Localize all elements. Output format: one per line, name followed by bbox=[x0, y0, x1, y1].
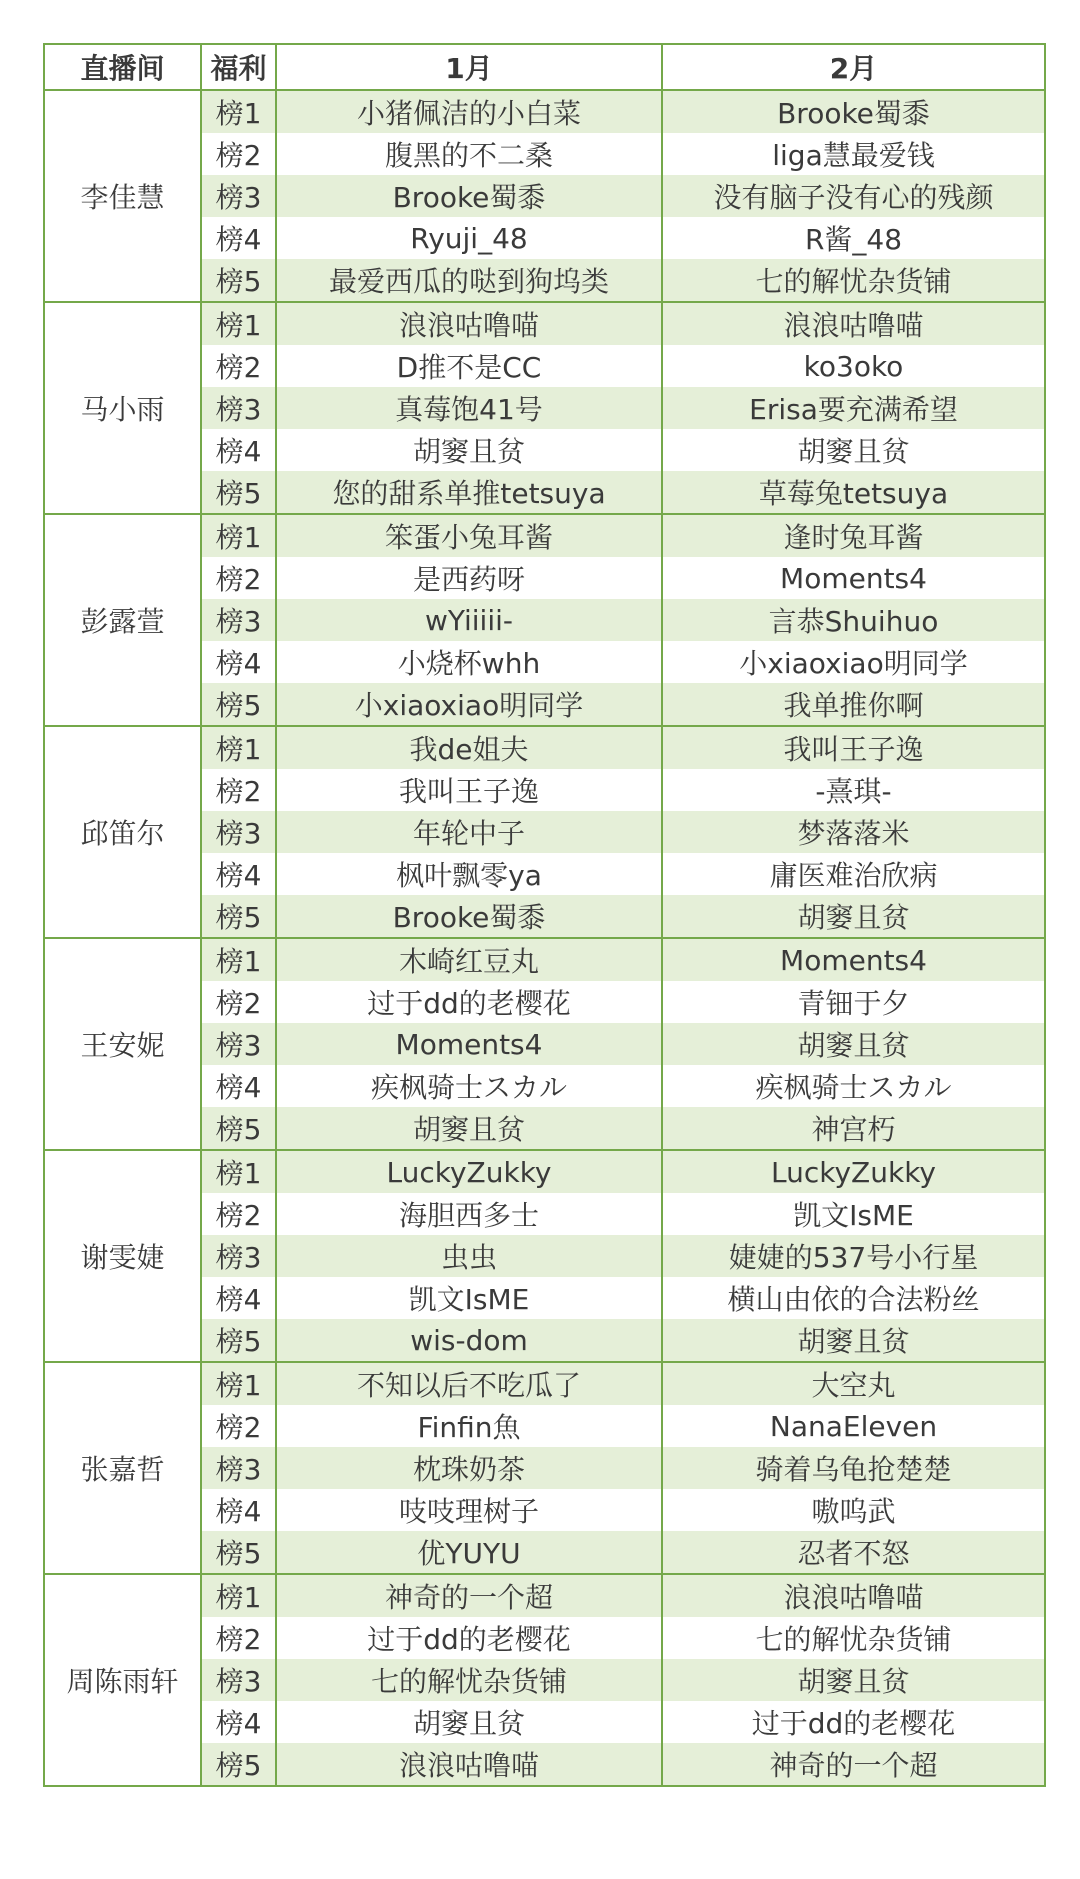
january-cell: 您的甜系单推tetsuya bbox=[276, 471, 662, 514]
rank-cell: 榜5 bbox=[201, 1319, 276, 1362]
table-body bbox=[44, 90, 1045, 1786]
rank-cell: 榜4 bbox=[201, 1489, 276, 1531]
february-cell: 言恭Shuihuo bbox=[662, 599, 1045, 641]
february-cell: 横山由依的合法粉丝 bbox=[662, 1277, 1045, 1319]
room-name-cell: 马小雨 bbox=[44, 302, 201, 514]
february-cell: 过于dd的老樱花 bbox=[662, 1701, 1045, 1743]
february-cell: 梦落落米 bbox=[662, 811, 1045, 853]
rank-cell: 榜2 bbox=[201, 981, 276, 1023]
rank-cell: 榜5 bbox=[201, 259, 276, 302]
february-cell: 骑着乌龟抢楚楚 bbox=[662, 1447, 1045, 1489]
january-cell: wYiiiii- bbox=[276, 599, 662, 641]
january-cell: 真莓饱41号 bbox=[276, 387, 662, 429]
january-cell: 优YUYU bbox=[276, 1531, 662, 1574]
room-name-cell: 李佳慧 bbox=[44, 90, 201, 302]
january-cell: 过于dd的老樱花 bbox=[276, 1617, 662, 1659]
february-cell: 没有脑子没有心的残颜 bbox=[662, 175, 1045, 217]
january-cell: 木崎红豆丸 bbox=[276, 938, 662, 981]
table-row bbox=[44, 1362, 1045, 1405]
february-cell: 七的解忧杂货铺 bbox=[662, 1617, 1045, 1659]
january-cell: 枕珠奶茶 bbox=[276, 1447, 662, 1489]
table-row bbox=[44, 90, 1045, 133]
february-cell: 胡窭且贫 bbox=[662, 1023, 1045, 1065]
rank-cell: 榜1 bbox=[201, 938, 276, 981]
january-cell: 最爱西瓜的哒到狗坞类 bbox=[276, 259, 662, 302]
rank-cell: 榜4 bbox=[201, 853, 276, 895]
rank-cell: 榜4 bbox=[201, 1065, 276, 1107]
rank-cell: 榜2 bbox=[201, 1405, 276, 1447]
header-february: 2月 bbox=[662, 44, 1045, 90]
rank-cell: 榜4 bbox=[201, 217, 276, 259]
february-cell: 胡窭且贫 bbox=[662, 1319, 1045, 1362]
rank-cell: 榜1 bbox=[201, 726, 276, 769]
january-cell: 腹黑的不二桑 bbox=[276, 133, 662, 175]
january-cell: 吱吱理树子 bbox=[276, 1489, 662, 1531]
rank-cell: 榜5 bbox=[201, 1107, 276, 1150]
rank-cell: 榜3 bbox=[201, 387, 276, 429]
january-cell: 我de姐夫 bbox=[276, 726, 662, 769]
table-row bbox=[44, 302, 1045, 345]
rank-cell: 榜5 bbox=[201, 895, 276, 938]
table-row bbox=[44, 1150, 1045, 1193]
rank-cell: 榜3 bbox=[201, 1235, 276, 1277]
february-cell: ko3oko bbox=[662, 345, 1045, 387]
rank-cell: 榜3 bbox=[201, 599, 276, 641]
rank-cell: 榜2 bbox=[201, 769, 276, 811]
february-cell: 我叫王子逸 bbox=[662, 726, 1045, 769]
room-name-cell: 邱笛尔 bbox=[44, 726, 201, 938]
table-row bbox=[44, 1574, 1045, 1617]
january-cell: 过于dd的老樱花 bbox=[276, 981, 662, 1023]
january-cell: 疾枫骑士スカル bbox=[276, 1065, 662, 1107]
rank-cell: 榜2 bbox=[201, 1193, 276, 1235]
february-cell: Brooke蜀黍 bbox=[662, 90, 1045, 133]
january-cell: 年轮中子 bbox=[276, 811, 662, 853]
january-cell: LuckyZukky bbox=[276, 1150, 662, 1193]
january-cell: Brooke蜀黍 bbox=[276, 895, 662, 938]
ranking-table bbox=[43, 43, 1046, 1787]
february-cell: 胡窭且贫 bbox=[662, 1659, 1045, 1701]
room-name-cell: 张嘉哲 bbox=[44, 1362, 201, 1574]
february-cell: 七的解忧杂货铺 bbox=[662, 259, 1045, 302]
rank-cell: 榜1 bbox=[201, 1150, 276, 1193]
rank-cell: 榜1 bbox=[201, 302, 276, 345]
january-cell: 浪浪咕噜喵 bbox=[276, 302, 662, 345]
rank-cell: 榜1 bbox=[201, 514, 276, 557]
room-name-cell: 王安妮 bbox=[44, 938, 201, 1150]
february-cell: 神奇的一个超 bbox=[662, 1743, 1045, 1786]
header-room: 直播间 bbox=[44, 44, 201, 90]
february-cell: 浪浪咕噜喵 bbox=[662, 302, 1045, 345]
january-cell: Moments4 bbox=[276, 1023, 662, 1065]
january-cell: 小猪佩洁的小白菜 bbox=[276, 90, 662, 133]
table-row bbox=[44, 514, 1045, 557]
rank-cell: 榜5 bbox=[201, 683, 276, 726]
rank-cell: 榜3 bbox=[201, 811, 276, 853]
february-cell: 忍者不怒 bbox=[662, 1531, 1045, 1574]
january-cell: 我叫王子逸 bbox=[276, 769, 662, 811]
rank-cell: 榜1 bbox=[201, 90, 276, 133]
january-cell: Brooke蜀黍 bbox=[276, 175, 662, 217]
rank-cell: 榜4 bbox=[201, 1701, 276, 1743]
january-cell: 枫叶飘零ya bbox=[276, 853, 662, 895]
january-cell: 虫虫 bbox=[276, 1235, 662, 1277]
january-cell: Finfin魚 bbox=[276, 1405, 662, 1447]
february-cell: NanaEleven bbox=[662, 1405, 1045, 1447]
rank-cell: 榜2 bbox=[201, 557, 276, 599]
february-cell: 浪浪咕噜喵 bbox=[662, 1574, 1045, 1617]
header-perk: 福利 bbox=[201, 44, 276, 90]
february-cell: 嗷呜武 bbox=[662, 1489, 1045, 1531]
rank-cell: 榜4 bbox=[201, 1277, 276, 1319]
january-cell: 胡窭且贫 bbox=[276, 429, 662, 471]
february-cell: Moments4 bbox=[662, 938, 1045, 981]
table-row bbox=[44, 938, 1045, 981]
february-cell: 疾枫骑士スカル bbox=[662, 1065, 1045, 1107]
january-cell: 不知以后不吃瓜了 bbox=[276, 1362, 662, 1405]
room-name-cell: 谢雯婕 bbox=[44, 1150, 201, 1362]
rank-cell: 榜3 bbox=[201, 175, 276, 217]
rank-cell: 榜1 bbox=[201, 1362, 276, 1405]
february-cell: 庸医难治欣病 bbox=[662, 853, 1045, 895]
january-cell: 是西药呀 bbox=[276, 557, 662, 599]
february-cell: liga慧最爱钱 bbox=[662, 133, 1045, 175]
room-name-cell: 彭露萱 bbox=[44, 514, 201, 726]
february-cell: -熹琪- bbox=[662, 769, 1045, 811]
january-cell: wis-dom bbox=[276, 1319, 662, 1362]
february-cell: LuckyZukky bbox=[662, 1150, 1045, 1193]
february-cell: 神宫朽 bbox=[662, 1107, 1045, 1150]
rank-cell: 榜4 bbox=[201, 429, 276, 471]
ranking-table-frame bbox=[43, 43, 1044, 1787]
rank-cell: 榜2 bbox=[201, 1617, 276, 1659]
february-cell: 凯文IsME bbox=[662, 1193, 1045, 1235]
rank-cell: 榜3 bbox=[201, 1023, 276, 1065]
february-cell: 我单推你啊 bbox=[662, 683, 1045, 726]
rank-cell: 榜2 bbox=[201, 133, 276, 175]
january-cell: Ryuji_48 bbox=[276, 217, 662, 259]
header-row bbox=[44, 44, 1045, 90]
rank-cell: 榜4 bbox=[201, 641, 276, 683]
february-cell: R酱_48 bbox=[662, 217, 1045, 259]
february-cell: 胡窭且贫 bbox=[662, 895, 1045, 938]
january-cell: 胡窭且贫 bbox=[276, 1701, 662, 1743]
february-cell: 草莓兔tetsuya bbox=[662, 471, 1045, 514]
room-name-cell: 周陈雨轩 bbox=[44, 1574, 201, 1786]
header-january: 1月 bbox=[276, 44, 662, 90]
january-cell: 神奇的一个超 bbox=[276, 1574, 662, 1617]
january-cell: 七的解忧杂货铺 bbox=[276, 1659, 662, 1701]
january-cell: 小烧杯whh bbox=[276, 641, 662, 683]
february-cell: Erisa要充满希望 bbox=[662, 387, 1045, 429]
february-cell: Moments4 bbox=[662, 557, 1045, 599]
rank-cell: 榜5 bbox=[201, 471, 276, 514]
february-cell: 婕婕的537号小行星 bbox=[662, 1235, 1045, 1277]
rank-cell: 榜1 bbox=[201, 1574, 276, 1617]
february-cell: 胡窭且贫 bbox=[662, 429, 1045, 471]
table-row bbox=[44, 726, 1045, 769]
january-cell: 凯文IsME bbox=[276, 1277, 662, 1319]
february-cell: 大空丸 bbox=[662, 1362, 1045, 1405]
february-cell: 青钿于夕 bbox=[662, 981, 1045, 1023]
january-cell: D推不是CC bbox=[276, 345, 662, 387]
rank-cell: 榜2 bbox=[201, 345, 276, 387]
rank-cell: 榜3 bbox=[201, 1447, 276, 1489]
february-cell: 小xiaoxiao明同学 bbox=[662, 641, 1045, 683]
rank-cell: 榜3 bbox=[201, 1659, 276, 1701]
rank-cell: 榜5 bbox=[201, 1531, 276, 1574]
january-cell: 小xiaoxiao明同学 bbox=[276, 683, 662, 726]
january-cell: 胡窭且贫 bbox=[276, 1107, 662, 1150]
rank-cell: 榜5 bbox=[201, 1743, 276, 1786]
january-cell: 浪浪咕噜喵 bbox=[276, 1743, 662, 1786]
february-cell: 逢时兔耳酱 bbox=[662, 514, 1045, 557]
january-cell: 笨蛋小兔耳酱 bbox=[276, 514, 662, 557]
january-cell: 海胆西多士 bbox=[276, 1193, 662, 1235]
